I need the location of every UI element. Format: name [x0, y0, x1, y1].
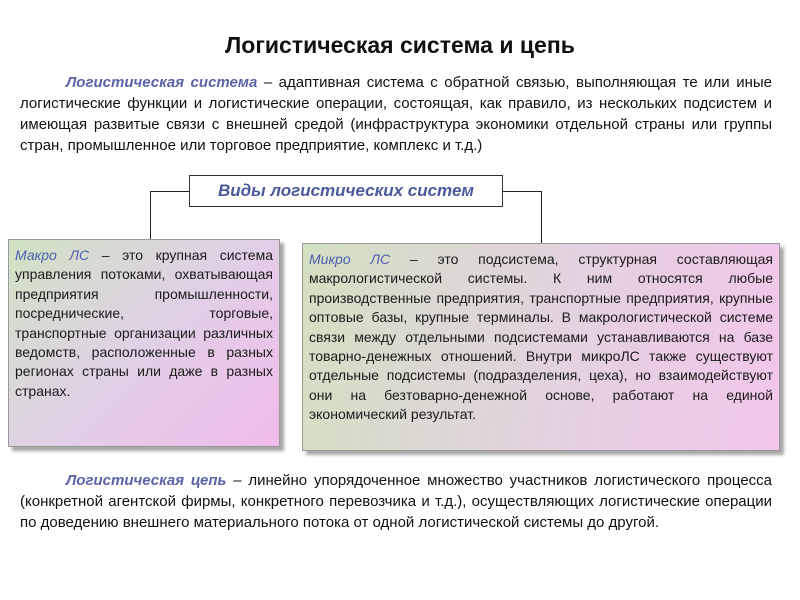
macro-ls-text: – это крупная система управления потоками, охватывающая предприятия промышленности, посреднические, торговые, транспортные организации различных ведомств, расположенные в разных регионах страны или даже в разных странах. — [15, 247, 273, 399]
micro-ls-card — [302, 243, 780, 451]
macro-ls-term: Макро ЛС — [15, 247, 90, 263]
system-definition-text: – адаптивная система с обратной связью, выполняющая те или иные логистические функции и логистические операции, состоящая, как правило, из нескольких подсистем и имеющая развитые связи с внешней средой (инфраструктура экономики отдельной страны или группы стран, промышленное или торговое предприятие, комплекс и т.д.) — [20, 74, 772, 154]
connector-right-vertical — [541, 191, 542, 243]
micro-ls-term: Микро ЛС — [309, 251, 391, 267]
types-heading: Виды логистических систем — [189, 175, 503, 207]
chain-definition-term: Логистическая цепь — [66, 472, 227, 489]
page-title: Логистическая система и цепь — [225, 32, 575, 58]
chain-definition — [20, 470, 772, 533]
connector-left-horizontal — [150, 191, 189, 192]
chain-definition-text: – линейно упорядоченное множество участников логистического процесса (конкретной агентской фирмы, конкретного перевозчика и т.д.), осуществляющих логистические операции по доведению внешнего материального потока от одной логистической системы до другой. — [20, 472, 772, 531]
system-definition-term: Логистическая система — [66, 74, 258, 91]
macro-ls-card — [8, 239, 280, 447]
connector-right-horizontal — [503, 191, 542, 192]
system-definition — [20, 72, 772, 156]
micro-ls-text: – это подсистема, структурная составляющая макрологистической системы. К ним относятся любые производственные предприятия, транспортные предприятия, крупные оптовые базы, крупные терминалы. В макрологистической системе связи между отдельными подсистемами устанавливаются на базе товарно-денежных отношений. Внутри микроЛС также существуют отдельные подсистемы (подразделения, цеха), но взаимодействуют они на безтоварно-денежной основе, работают на единой экономический результат. — [309, 251, 774, 423]
connector-left-vertical — [150, 191, 151, 239]
